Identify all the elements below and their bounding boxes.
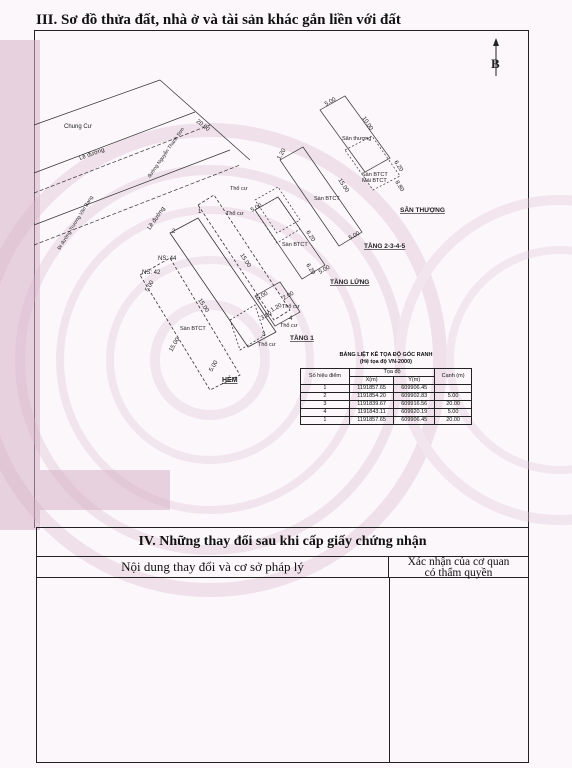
cell-y: 609902.83 <box>394 393 435 401</box>
dim-5-lung: 5.00 <box>250 202 264 214</box>
cell-x: 1191857.65 <box>349 417 393 425</box>
point-4: 4 <box>289 316 293 322</box>
coord-table-title: BẢNG LIỆT KÊ TỌA ĐỘ GÓC RANH <box>339 352 433 358</box>
table-row <box>301 409 472 417</box>
point-1: 1 <box>198 209 202 215</box>
coord-table-caption <box>300 352 472 366</box>
section-4-box <box>36 527 529 763</box>
cell-x: 1191854.20 <box>349 393 393 401</box>
tho-cu-4: Thổ cư <box>280 323 298 329</box>
dim-15-bottom: 15.00 <box>168 336 182 353</box>
cell-x: 1191839.67 <box>349 401 393 409</box>
dim-120-t1: 1.20 <box>270 302 284 314</box>
dim-20-street: 20.00 <box>194 118 211 133</box>
dim-2-t1: 2.00 <box>282 290 296 302</box>
san-btct-top: Sàn BTCT <box>362 172 388 178</box>
cell-pt: 2 <box>301 393 350 401</box>
dim-1-2345: 1.20 <box>276 147 288 161</box>
dim-5-bottom: 5.00 <box>208 359 220 373</box>
dim-8-top: 8.80 <box>393 179 405 193</box>
cell-canh: 5.00 <box>435 409 472 417</box>
chung-cu-label: Chung Cư <box>64 124 92 130</box>
cell-pt: 1 <box>301 385 350 393</box>
cell-x: 1191843.11 <box>349 409 393 417</box>
section-4-col-confirm <box>389 556 528 578</box>
dim-5-lung-b: 5.00 <box>318 264 332 276</box>
th-canh: Cạnh (m) <box>435 369 472 385</box>
floor-san-thuong-title: SÂN THƯỢNG <box>400 207 445 214</box>
point-2: 2 <box>172 229 176 235</box>
dim-5-lot: 5.00 <box>144 279 156 293</box>
dim-15-lung: 15.00 <box>238 252 252 269</box>
dim-15-lot: 15.00 <box>196 297 210 314</box>
cell-pt: 3 <box>301 401 350 409</box>
mai-btct-label: Mái BTCT <box>362 178 387 184</box>
dim-15-2345: 15.00 <box>336 177 350 194</box>
dim-3-t1: 3.80 <box>260 310 274 322</box>
san-btct-2345: Sàn BTCT <box>314 196 340 202</box>
street-band <box>34 80 250 245</box>
th-y: Y(m) <box>394 377 435 385</box>
floor-1-title: TẦNG 1 <box>290 335 314 342</box>
cell-y: 609906.45 <box>394 417 435 425</box>
section-4-title: IV. Những thay đổi sau khi cấp giấy chứng nhận <box>37 528 528 557</box>
th-toa-do: Tọa độ <box>349 369 434 377</box>
tho-cu-5: Thổ cư <box>258 342 276 348</box>
street-label-1: đường Nguyễn Thanh Sơn <box>146 126 186 180</box>
tho-cu-2: Thổ cư <box>226 211 244 217</box>
section-3-title: III. Sơ đồ thửa đất, nhà ở và tài sản khác gắn liền với đất <box>36 12 401 28</box>
table-row <box>301 385 472 393</box>
san-thuong-label: Sân thượng <box>342 136 372 142</box>
san-btct-lot: Sàn BTCT <box>180 326 206 332</box>
table-row <box>301 417 472 425</box>
section-4-divider <box>389 578 390 762</box>
dim-6-top: 6.20 <box>392 159 404 173</box>
san-btct-lung: Sàn BTCT <box>282 242 308 248</box>
floor-2345-title: TẦNG 2-3-4-5 <box>364 243 406 250</box>
coord-table <box>300 368 472 425</box>
ns44-label: NS: 44 <box>158 256 177 262</box>
table-row <box>301 393 472 401</box>
ns42-label: NS: 42 <box>142 270 161 276</box>
dim-5-top: 5.00 <box>324 96 338 108</box>
th-so-hieu: Số hiệu điểm <box>301 369 350 385</box>
dim-5-t1: 5.00 <box>256 290 270 302</box>
dim-6-lung: 6.20 <box>304 262 316 276</box>
dim-5-2345: 5.00 <box>348 230 362 242</box>
confirm-line-1: Xác nhận của cơ quan <box>407 556 510 568</box>
le-duong-label-2: Lề đường <box>146 206 167 232</box>
cell-pt: 1 <box>301 417 350 425</box>
cell-canh: 5.00 <box>435 393 472 401</box>
tho-cu-1: Thổ cư <box>230 186 248 192</box>
cell-canh <box>435 385 472 393</box>
le-duong-label-1: Lề đường <box>78 147 106 162</box>
dim-6-2345: 6.20 <box>304 229 316 243</box>
cell-y: 609906.45 <box>394 385 435 393</box>
point-3: 3 <box>262 332 266 338</box>
th-x: X(m) <box>349 377 393 385</box>
table-row <box>301 401 472 409</box>
tho-cu-3: Thổ cư <box>282 304 300 310</box>
section-4-col-content: Nội dung thay đổi và cơ sở pháp lý <box>37 556 389 578</box>
cell-y: 609920.19 <box>394 409 435 417</box>
ham-label: HẺM <box>222 377 238 384</box>
cell-canh: 20.00 <box>435 417 472 425</box>
north-label: B <box>491 56 500 71</box>
cell-y: 609916.56 <box>394 401 435 409</box>
dim-10-top: 10.00 <box>360 115 374 132</box>
cell-x: 1191857.65 <box>349 385 393 393</box>
confirm-line-2: có thẩm quyền <box>424 567 493 579</box>
coord-table-subtitle: (Hệ tọa độ VN-2000) <box>360 359 412 365</box>
street-label-2: Đi đường Trương Văn Bang <box>56 194 95 252</box>
floor-san-thuong <box>320 96 400 190</box>
cell-pt: 4 <box>301 409 350 417</box>
floor-lung-title: TẦNG LỬNG <box>330 279 370 286</box>
cell-canh: 20.00 <box>435 401 472 409</box>
